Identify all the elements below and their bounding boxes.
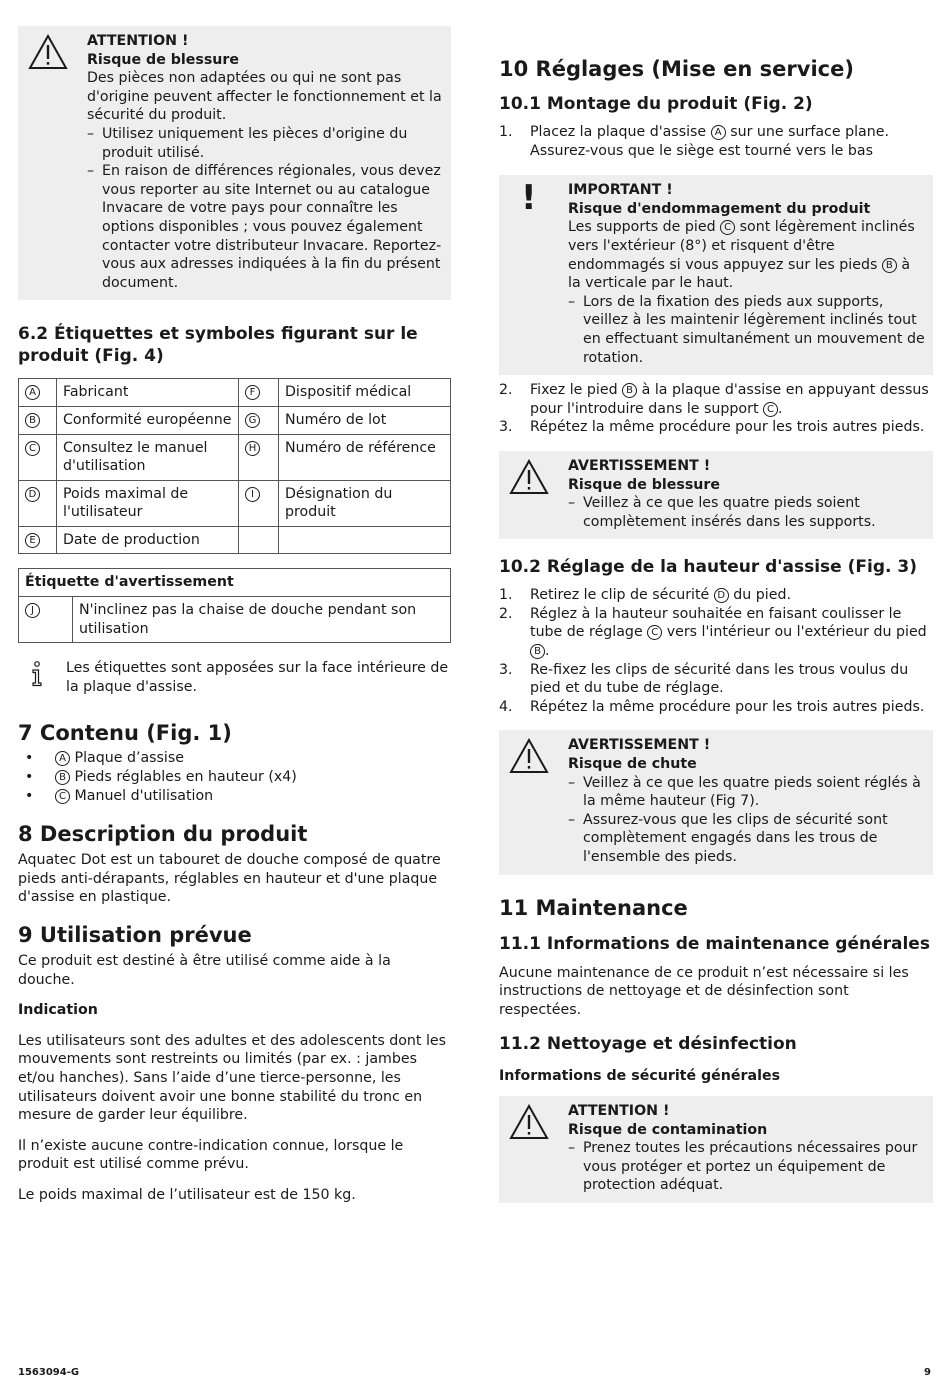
step-text: . [545, 643, 550, 660]
list-item: – En raison de différences régionales, vous devez vous reporter au site Internet ou au catalogue Invacare de votre pays pour connaître les options disponibles ; vous pouvez également contacter votre distributeur Invacare. Reportez-vous aux adresses indiquées à la fin du présent document. [87, 162, 443, 292]
list-item [499, 698, 933, 717]
contents-list [18, 749, 451, 805]
table-row [19, 434, 451, 480]
circled-letter: B [530, 644, 545, 659]
table-text-cell: Poids maximal de l'utilisateur [57, 480, 239, 526]
section-heading-7: 7 Contenu (Fig. 1) [18, 721, 232, 746]
circled-letter: C [763, 402, 778, 417]
section-heading-11: 11 Maintenance [499, 895, 688, 920]
circled-letter: A [711, 125, 726, 140]
section-heading-10-1: 10.1 Montage du produit (Fig. 2) [499, 94, 813, 114]
info-note-text: Les étiquettes sont apposées sur la face intérieure de la plaque d'assise. [66, 660, 449, 695]
section-body: Aquatec Dot est un tabouret de douche composé de quatre pieds anti-dérapants, réglables en hauteur et d'une plaque d'assise en plastique. [18, 852, 441, 906]
table-symbol-cell [19, 434, 57, 480]
list-item: – Prenez toutes les précautions nécessaires pour vous protéger et portez un équipement de protection adéquat. [568, 1139, 925, 1195]
step-text: . [778, 400, 783, 417]
list-item: – Veillez à ce que les quatre pieds soient réglés à la même hauteur (Fig 7). [568, 774, 925, 811]
table-text-cell: Conformité européenne [57, 406, 239, 434]
notice-subtitle: Risque de blessure [568, 476, 721, 493]
table-symbol-cell [19, 597, 73, 643]
step-text: Répétez la même procédure pour les trois autres pieds. [530, 698, 925, 715]
table-text-cell: N'inclinez pas la chaise de douche pendant son utilisation [73, 597, 451, 643]
step-text: vers l'intérieur ou l'extérieur du pied [666, 624, 927, 641]
step-text: à la plaque d'assise en appuyant dessus pour l'introduire dans le support [530, 382, 929, 417]
step-text: Fixez le pied [530, 382, 618, 399]
warning-triangle-icon [28, 34, 68, 70]
step-text: Répétez la même procédure pour les trois autres pieds. [530, 419, 925, 436]
notice-subtitle: Risque de blessure [87, 51, 240, 68]
table-text-cell: Numéro de référence [279, 434, 451, 480]
circled-letter: D [714, 588, 729, 603]
list-item-text: Pieds réglables en hauteur (x4) [74, 769, 297, 786]
table-symbol-cell [239, 379, 279, 407]
circled-letter: B [55, 770, 70, 785]
circled-letter: G [245, 413, 260, 428]
notice-text: à la verticale par le haut. [568, 256, 911, 292]
list-item: – Assurez-vous que les clips de sécurité sont complètement engagés dans les trous de l'ensemble des pieds. [568, 811, 925, 867]
doc-number: 1563094-G [18, 1367, 80, 1378]
section-heading-6-2: 6.2 Étiquettes et symboles figurant sur le produit (Fig. 4) [18, 324, 418, 367]
step-text: sur une surface plane. Assurez-vous que le siège est tourné vers le bas [530, 124, 889, 159]
table-text-cell: Date de production [57, 526, 239, 554]
table-symbol-cell [239, 406, 279, 434]
step-number: 2. [499, 605, 513, 622]
notice-text: Les supports de pied [568, 219, 716, 236]
list-item-text: Plaque d’assise [74, 750, 184, 767]
assembly-steps-continued [499, 381, 933, 437]
notice-title: ATTENTION ! [87, 33, 189, 49]
circled-letter: C [55, 789, 70, 804]
step-number: 3. [499, 661, 513, 678]
table-row [19, 406, 451, 434]
warning-triangle-icon [509, 1104, 549, 1140]
circled-letter: C [720, 220, 735, 235]
notice-title: ATTENTION ! [568, 1102, 670, 1119]
warning-triangle-icon [509, 738, 549, 774]
notice-subtitle: Risque de chute [568, 756, 697, 773]
circled-letter: A [25, 385, 40, 400]
notice-list [568, 774, 925, 867]
table-text-cell: Consultez le manuel d'utilisation [57, 434, 239, 480]
circled-letter: F [245, 385, 260, 400]
list-item [18, 787, 451, 806]
assembly-steps [499, 123, 933, 160]
notice-list [568, 494, 925, 531]
table-text-cell: Numéro de lot [279, 406, 451, 434]
info-icon [30, 661, 44, 693]
table-symbol-cell [239, 434, 279, 480]
list-item [499, 381, 933, 418]
section-heading-9: 9 Utilisation prévue [18, 923, 252, 947]
list-item: – Lors de la fixation des pieds aux supports, veillez à les maintenir légèrement inclinés tout en effectuant simultanément un mouvement de rotation. [568, 293, 925, 367]
step-text: Réglez à la hauteur souhaitée en faisant coulisser le tube de réglage [530, 605, 902, 641]
height-steps [499, 586, 933, 716]
warning-triangle-icon [509, 459, 549, 495]
table-row [19, 379, 451, 407]
table-text-cell: Désignation du produit [279, 480, 451, 526]
section-heading-11-1: 11.1 Informations de maintenance générales [499, 933, 930, 954]
info-note [18, 659, 451, 696]
step-number: 2. [499, 382, 513, 399]
right-column [499, 56, 933, 1203]
list-item [499, 123, 933, 160]
list-item: – Utilisez uniquement les pièces d'origine du produit utilisé. [87, 125, 443, 162]
list-item [499, 418, 933, 437]
warning-notice-fall [499, 730, 933, 874]
attention-notice-parts [18, 26, 451, 300]
list-item [18, 749, 451, 768]
list-item: – Veillez à ce que les quatre pieds soient complètement insérés dans les supports. [568, 494, 925, 531]
warning-label-table [18, 568, 451, 643]
step-text: Re-fixez les clips de sécurité dans les trous voulus du pied et du tube de réglage. [530, 661, 909, 697]
safety-heading: Informations de sécurité générales [499, 1068, 781, 1085]
notice-title: AVERTISSEMENT ! [568, 457, 711, 474]
notice-body: Des pièces non adaptées ou qui ne sont pas d'origine peuvent affecter le fonctionnement et la sécurité du produit. [87, 70, 442, 124]
section-heading-8: 8 Description du produit [18, 822, 308, 847]
circled-letter: H [245, 441, 260, 456]
notice-body [568, 218, 925, 292]
list-item [499, 605, 933, 661]
step-number: 1. [499, 124, 513, 140]
section-heading-10-2: 10.2 Réglage de la hauteur d'assise (Fig. 3) [499, 557, 917, 578]
indication-heading: Indication [18, 1002, 98, 1019]
table-symbol-cell [239, 480, 279, 526]
section-heading-10: 10 Réglages (Mise en service) [499, 57, 854, 81]
step-number: 1. [499, 587, 513, 604]
exclamation-icon: ! [521, 178, 537, 219]
section-body: Aucune maintenance de ce produit n’est nécessaire si les instructions de nettoyage et de désinfection sont respectées. [499, 964, 909, 1018]
notice-subtitle: Risque d'endommagement du produit [568, 200, 871, 217]
circled-letter: C [25, 441, 40, 456]
indication-body: Les utilisateurs sont des adultes et des adolescents dont les mouvements sont restreints ou limités (par ex. : jambes et/ou hanches). Sans l’aide d’une tierce-personne, les utilisateurs doivent avoir une bonne stabilité du tronc en mesure de garder leur équilibre. [18, 1032, 447, 1124]
section-body: Ce produit est destiné à être utilisé comme aide à la douche. [18, 953, 391, 988]
step-text: du pied. [733, 587, 791, 604]
circled-letter: E [25, 533, 40, 548]
table-text-cell: Dispositif médical [279, 379, 451, 407]
notice-list [568, 293, 925, 367]
table-symbol-cell [19, 379, 57, 407]
list-item [18, 768, 451, 787]
table-text-cell [279, 526, 451, 554]
circled-letter: A [55, 751, 70, 766]
attention-notice-contamination [499, 1096, 933, 1203]
list-item-text: Manuel d'utilisation [74, 787, 214, 804]
notice-list [568, 1139, 925, 1195]
list-item [499, 661, 933, 698]
page-number: 9 [924, 1367, 931, 1378]
notice-list [87, 125, 443, 292]
step-text: Placez la plaque d'assise [530, 124, 707, 140]
step-text: Retirez le clip de sécurité [530, 587, 710, 604]
table-symbol-cell [19, 406, 57, 434]
table-row [19, 480, 451, 526]
step-number: 3. [499, 419, 513, 436]
circled-letter: B [25, 413, 40, 428]
important-notice [499, 175, 933, 375]
labels-table [18, 378, 451, 554]
max-weight-text: Le poids maximal de l’utilisateur est de 150 kg. [18, 1186, 356, 1203]
list-item [499, 586, 933, 605]
circled-letter: I [245, 487, 260, 502]
step-number: 4. [499, 698, 513, 715]
circled-letter: J [25, 603, 40, 618]
table-text-cell: Fabricant [57, 379, 239, 407]
notice-title: IMPORTANT ! [568, 182, 673, 199]
table-symbol-cell [239, 526, 279, 554]
circled-letter: B [622, 383, 637, 398]
warning-notice-injury [499, 451, 933, 539]
warning-table-title: Étiquette d'avertissement [19, 569, 451, 597]
section-heading-11-2: 11.2 Nettoyage et désinfection [499, 1034, 797, 1055]
circled-letter: C [647, 625, 662, 640]
notice-text: sont légèrement inclinés vers l'extérieur (8°) et risquent d'être endommagés si vous appuyez sur les pieds [568, 219, 915, 273]
notice-title: AVERTISSEMENT ! [568, 737, 711, 754]
table-symbol-cell [19, 480, 57, 526]
circled-letter: B [882, 258, 897, 273]
circled-letter: D [25, 487, 40, 502]
notice-subtitle: Risque de contamination [568, 1121, 768, 1138]
table-row [19, 526, 451, 554]
left-column [18, 26, 451, 1205]
contraindication-text: Il n’existe aucune contre-indication connue, lorsque le produit est utilisé comme prévu. [18, 1137, 404, 1173]
table-symbol-cell [19, 526, 57, 554]
